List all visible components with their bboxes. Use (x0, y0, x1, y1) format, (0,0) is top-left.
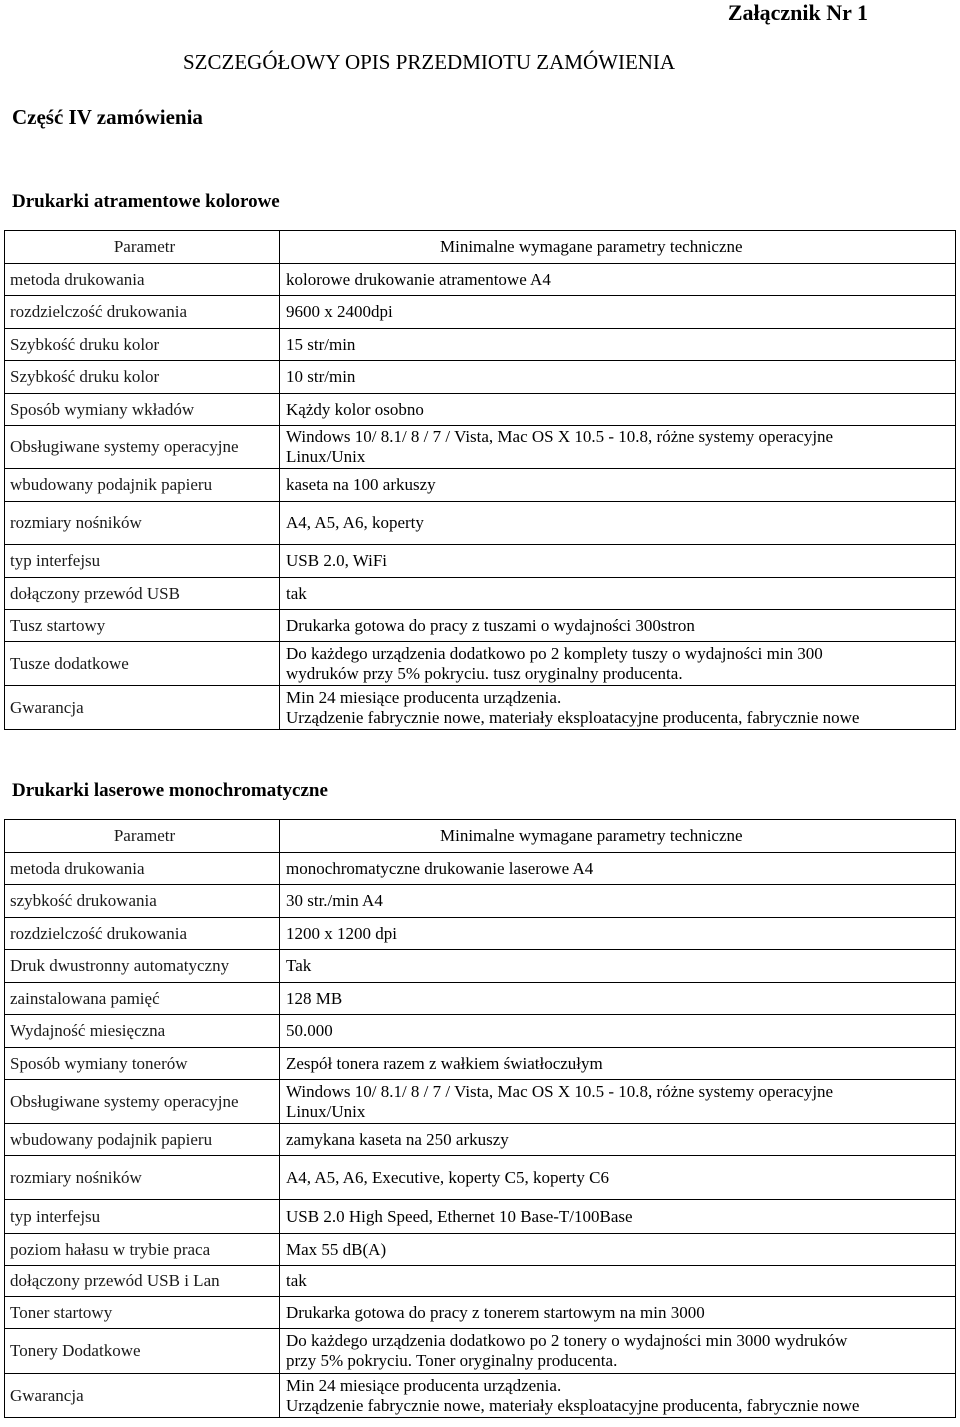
table-row (5, 329, 956, 361)
table-row (5, 1080, 956, 1124)
value-cell: 9600 x 2400dpi (280, 296, 956, 329)
table-row (5, 394, 956, 426)
value-cell (280, 1329, 956, 1374)
value-cell (280, 426, 956, 469)
param-cell: Szybkość druku kolor (5, 361, 280, 394)
column-header-parameter: Parametr (5, 231, 280, 264)
param-cell: typ interfejsu (5, 545, 280, 578)
param-cell: szybkość drukowania (5, 885, 280, 918)
document-title: SZCZEGÓŁOWY OPIS PRZEDMIOTU ZAMÓWIENIA (183, 50, 676, 74)
table-row (5, 469, 956, 502)
value-cell: A4, A5, A6, Executive, koperty C5, koperty C6 (280, 1156, 956, 1200)
value-line: Linux/Unix (286, 1101, 366, 1121)
value-cell: Max 55 dB(A) (280, 1234, 956, 1266)
value-cell: USB 2.0, WiFi (280, 545, 956, 578)
table-row (5, 1156, 956, 1200)
part-heading: Część IV zamówienia (12, 105, 203, 129)
table-row (5, 1234, 956, 1266)
table-row (5, 918, 956, 950)
param-cell: rozmiary nośników (5, 502, 280, 545)
param-cell: Druk dwustronny automatyczny (5, 950, 280, 983)
attachment-label: Załącznik Nr 1 (727, 0, 868, 25)
table-row (5, 686, 956, 730)
section-title-inkjet: Drukarki atramentowe kolorowe (12, 191, 280, 212)
value-cell (280, 1080, 956, 1124)
table-row (5, 610, 956, 642)
param-cell: Gwarancja (5, 686, 280, 730)
value-line: Min 24 miesiące producenta urządzenia. (286, 1375, 562, 1395)
value-line: Do każdego urządzenia dodatkowo po 2 komplety tuszy o wydajności min 300 (286, 643, 823, 663)
param-cell: rozmiary nośników (5, 1156, 280, 1200)
column-header-parameter: Parametr (5, 820, 280, 853)
value-cell: zamykana kaseta na 250 arkuszy (280, 1124, 956, 1156)
param-cell: Tonery Dodatkowe (5, 1329, 280, 1374)
table-row (5, 1374, 956, 1418)
value-line: przy 5% pokryciu. Toner oryginalny producenta. (286, 1351, 618, 1370)
param-cell: wbudowany podajnik papieru (5, 469, 280, 502)
param-cell: rozdzielczość drukowania (5, 296, 280, 329)
value-cell (280, 686, 956, 730)
param-cell: metoda drukowania (5, 853, 280, 885)
table-row (5, 1200, 956, 1234)
table-row (5, 296, 956, 329)
param-cell: zainstalowana pamięć (5, 983, 280, 1015)
table-row (5, 1297, 956, 1329)
param-cell: Obsługiwane systemy operacyjne (5, 1080, 280, 1124)
column-header-requirements: Minimalne wymagane parametry techniczne (280, 820, 956, 853)
column-header-requirements: Minimalne wymagane parametry techniczne (280, 231, 956, 264)
param-cell: metoda drukowania (5, 264, 280, 296)
value-cell: 10 str/min (280, 361, 956, 394)
table-row (5, 1048, 956, 1080)
param-cell: Toner startowy (5, 1297, 280, 1329)
value-cell: 50.000 (280, 1015, 956, 1048)
table-row (5, 642, 956, 686)
table-row (5, 853, 956, 885)
table-header-row (5, 231, 956, 264)
param-cell: Sposób wymiany tonerów (5, 1048, 280, 1080)
param-cell: Szybkość druku kolor (5, 329, 280, 361)
value-cell: 128 MB (280, 983, 956, 1015)
table-row (5, 1329, 956, 1374)
value-line: Windows 10/ 8.1/ 8 / 7 / Vista, Mac OS X 10.5 - 10.8, różne systemy operacyjne (286, 1081, 834, 1101)
table-row (5, 885, 956, 918)
value-line: Min 24 miesiące producenta urządzenia. (286, 687, 562, 707)
value-cell: 1200 x 1200 dpi (280, 918, 956, 950)
param-cell: wbudowany podajnik papieru (5, 1124, 280, 1156)
value-cell: Drukarka gotowa do pracy z tuszami o wydajności 300stron (280, 610, 956, 642)
table-row (5, 1015, 956, 1048)
value-cell: Tak (280, 950, 956, 983)
param-cell: dołączony przewód USB i Lan (5, 1266, 280, 1297)
value-cell: Zespół tonera razem z wałkiem światłoczułym (280, 1048, 956, 1080)
value-line: Linux/Unix (286, 447, 366, 466)
table-header-row (5, 820, 956, 853)
value-cell: monochromatyczne drukowanie laserowe A4 (280, 853, 956, 885)
value-line: wydruków przy 5% pokryciu. tusz oryginalny producenta. (286, 663, 683, 683)
table-row (5, 361, 956, 394)
param-cell: Obsługiwane systemy operacyjne (5, 426, 280, 469)
table-row (5, 502, 956, 545)
param-cell: Tusze dodatkowe (5, 642, 280, 686)
value-cell: Kążdy kolor osobno (280, 394, 956, 426)
table-row (5, 983, 956, 1015)
param-cell: Tusz startowy (5, 610, 280, 642)
value-cell (280, 1374, 956, 1418)
value-line: Urządzenie fabrycznie nowe, materiały eksploatacyjne producenta, fabrycznie nowe (286, 1395, 860, 1415)
table-row (5, 545, 956, 578)
param-cell: rozdzielczość drukowania (5, 918, 280, 950)
laser-spec-table (4, 819, 956, 1418)
param-cell: Sposób wymiany wkładów (5, 394, 280, 426)
param-cell: typ interfejsu (5, 1200, 280, 1234)
value-line: Windows 10/ 8.1/ 8 / 7 / Vista, Mac OS X 10.5 - 10.8, różne systemy operacyjne (286, 427, 834, 446)
value-cell (280, 642, 956, 686)
table-row (5, 578, 956, 610)
table-row (5, 264, 956, 296)
table-row (5, 426, 956, 469)
param-cell: Gwarancja (5, 1374, 280, 1418)
value-cell: tak (280, 578, 956, 610)
value-line: Urządzenie fabrycznie nowe, materiały eksploatacyjne producenta, fabrycznie nowe (286, 707, 860, 727)
value-cell: kolorowe drukowanie atramentowe A4 (280, 264, 956, 296)
value-cell: 30 str./min A4 (280, 885, 956, 918)
section-title-laser: Drukarki laserowe monochromatyczne (12, 780, 328, 801)
table-row (5, 950, 956, 983)
param-cell: Wydajność miesięczna (5, 1015, 280, 1048)
value-cell: USB 2.0 High Speed, Ethernet 10 Base-T/100Base (280, 1200, 956, 1234)
value-line: Do każdego urządzenia dodatkowo po 2 tonery o wydajności min 3000 wydruków (286, 1331, 848, 1350)
value-cell: tak (280, 1266, 956, 1297)
table-row (5, 1266, 956, 1297)
param-cell: dołączony przewód USB (5, 578, 280, 610)
value-cell: kaseta na 100 arkuszy (280, 469, 956, 502)
param-cell: poziom hałasu w trybie praca (5, 1234, 280, 1266)
inkjet-spec-table (4, 230, 956, 730)
value-cell: Drukarka gotowa do pracy z tonerem startowym na min 3000 (280, 1297, 956, 1329)
value-cell: A4, A5, A6, koperty (280, 502, 956, 545)
value-cell: 15 str/min (280, 329, 956, 361)
table-row (5, 1124, 956, 1156)
